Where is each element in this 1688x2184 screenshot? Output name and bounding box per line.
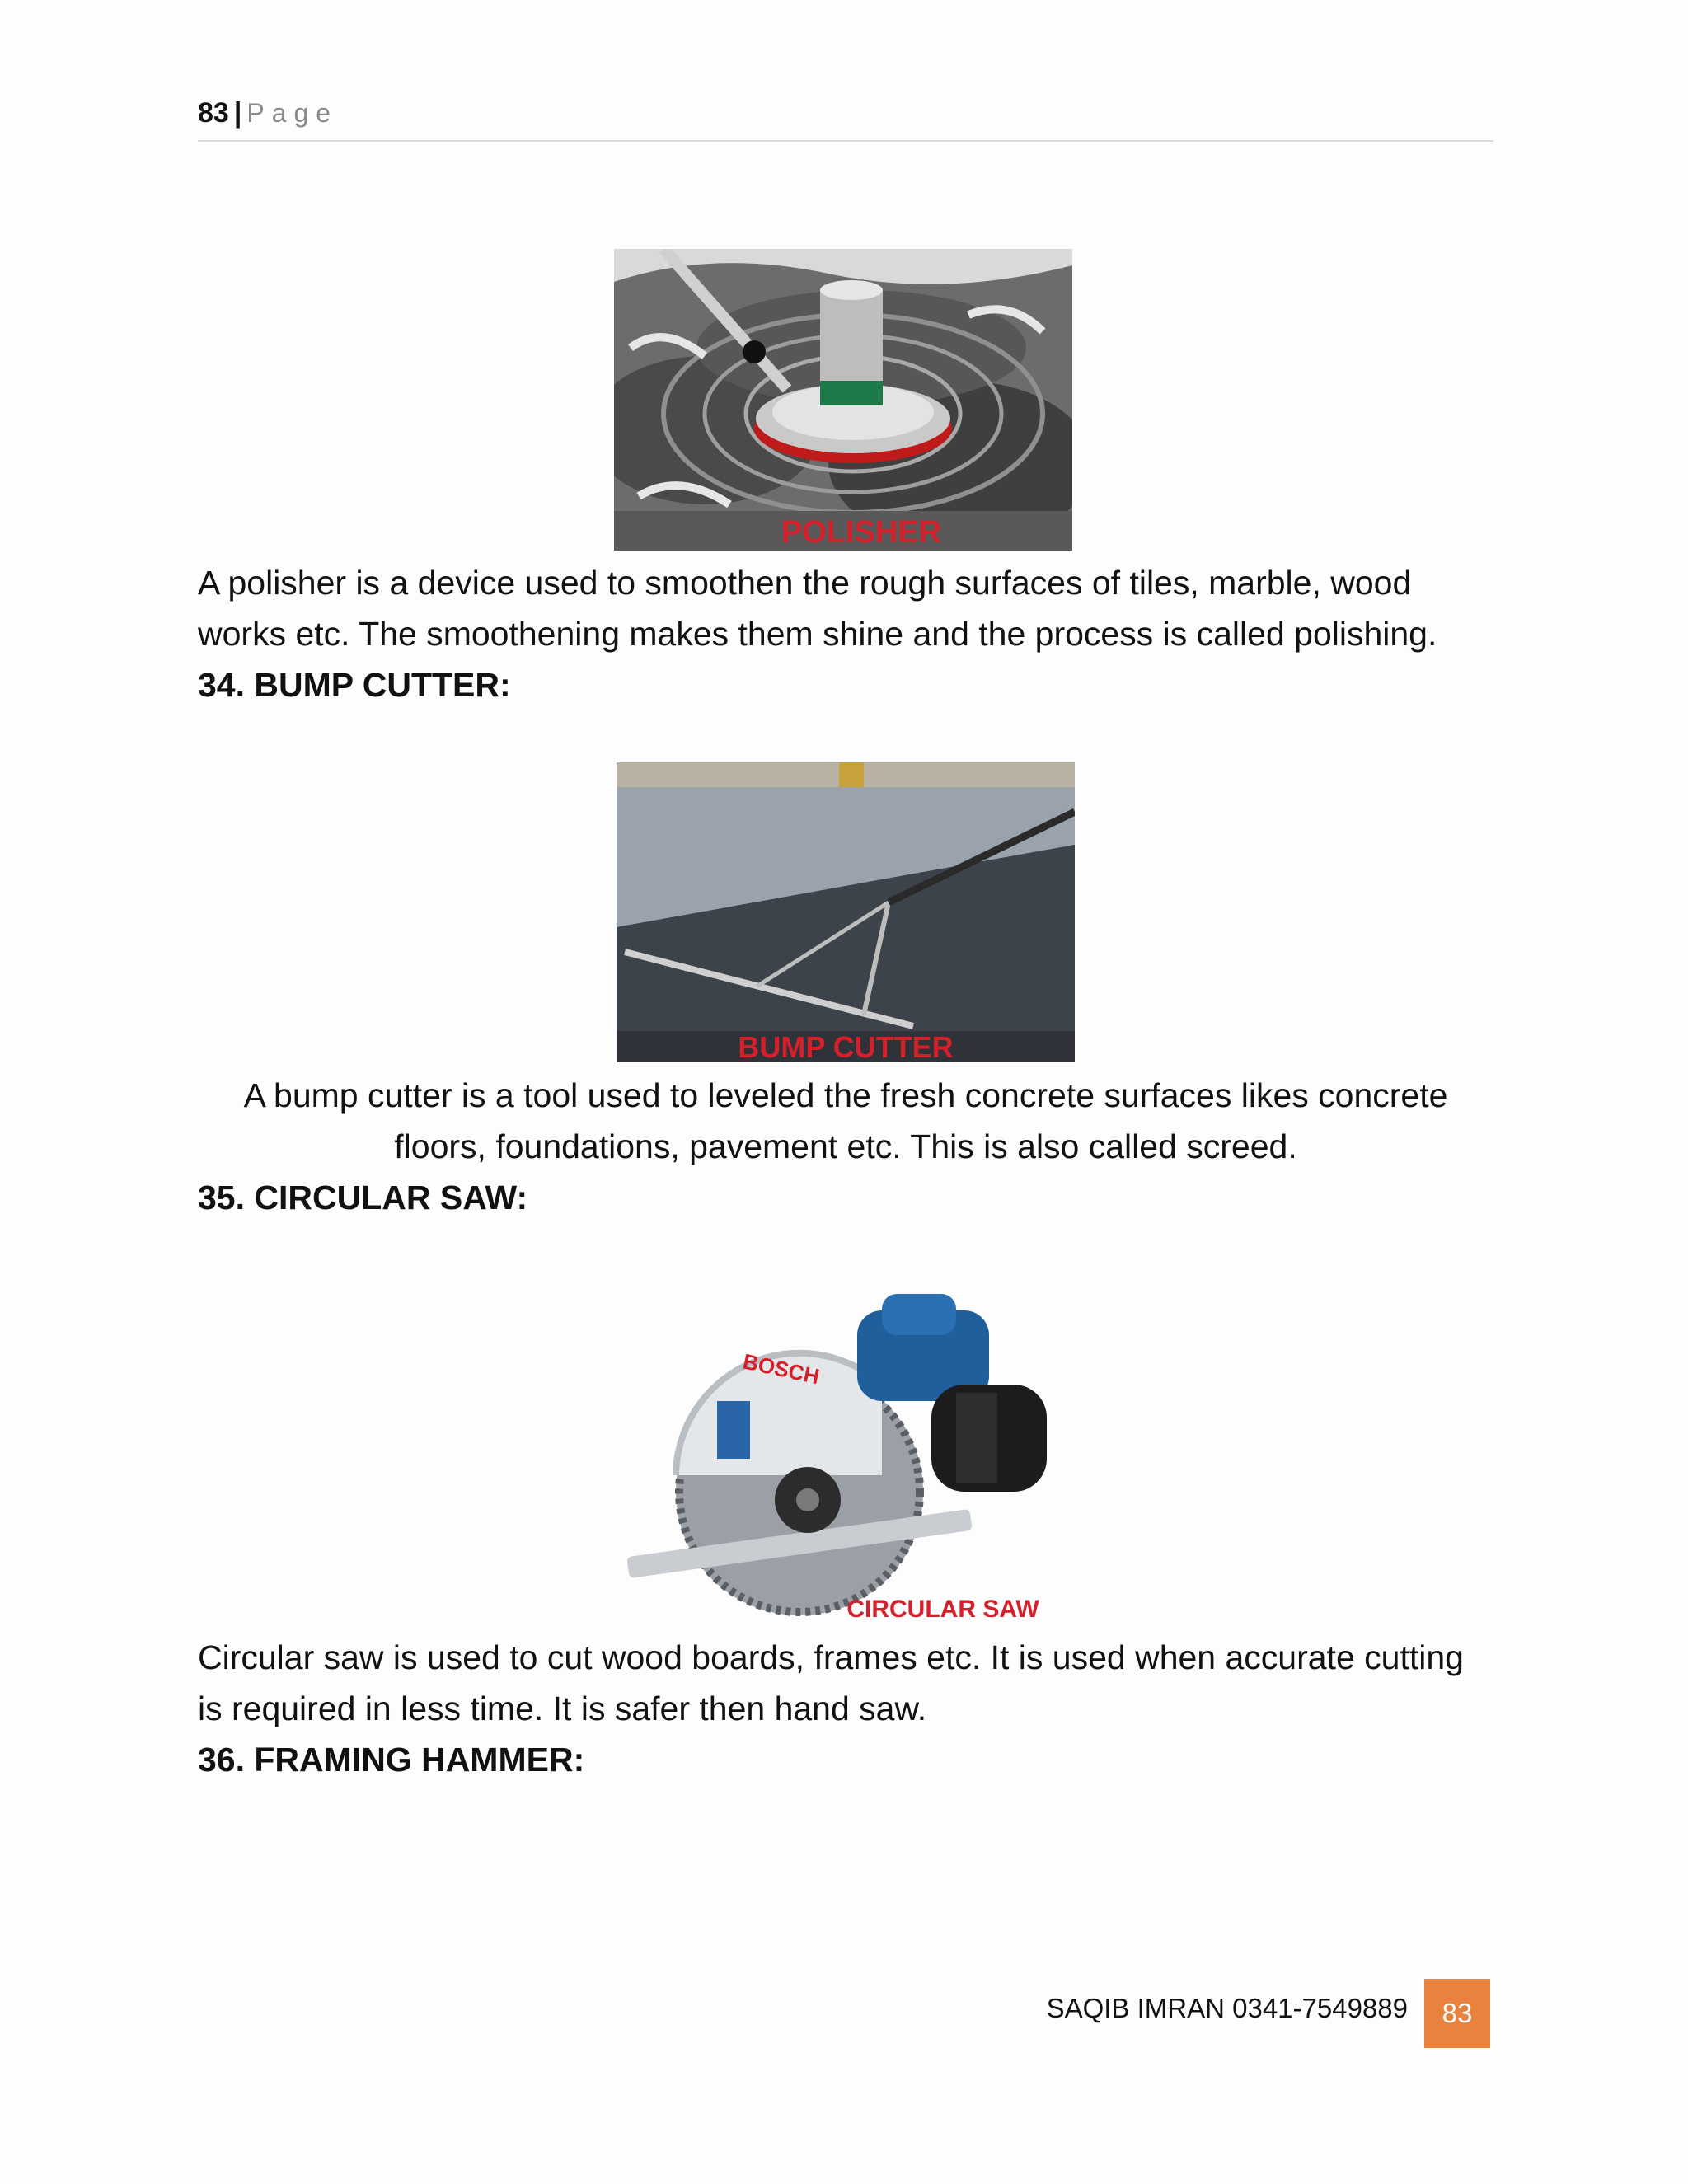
page-header	[198, 97, 1493, 142]
header-separator: |	[233, 97, 242, 129]
circular-saw-description: Circular saw is used to cut wood boards, frames etc. It is used when accurate cutting is required in less time. It is safer then hand saw.	[198, 1638, 1464, 1727]
framing-hammer-heading: 36. FRAMING HAMMER:	[198, 1741, 585, 1779]
circular-saw-image-caption: CIRCULAR SAW	[846, 1596, 1039, 1623]
header-page-number: 83	[198, 97, 229, 129]
bump-cutter-description: A bump cutter is a tool used to leveled the fresh concrete surfaces likes concrete floors, foundations, pavement etc. This is also called screed.	[243, 1076, 1448, 1165]
polisher-description: A polisher is a device used to smoothen the rough surfaces of tiles, marble, wood works etc. The smoothening makes them shine and the process is called polishing.	[198, 564, 1437, 653]
bump-cutter-heading: 34. BUMP CUTTER:	[198, 666, 511, 704]
polisher-image-caption: POLISHER	[781, 515, 942, 550]
circular-saw-image	[610, 1261, 1071, 1624]
circular-saw-heading: 35. CIRCULAR SAW:	[198, 1179, 528, 1216]
polisher-image	[614, 249, 1072, 551]
bump-cutter-image-caption: BUMP CUTTER	[738, 1030, 954, 1062]
footer-author: SAQIB IMRAN 0341-7549889	[1046, 1993, 1408, 2023]
footer-page-badge: 83	[1424, 1979, 1490, 2048]
header-page-word: Page	[246, 98, 339, 128]
bump-cutter-image	[617, 762, 1075, 1062]
bosch-brand-label: BOSCH	[740, 1348, 822, 1390]
